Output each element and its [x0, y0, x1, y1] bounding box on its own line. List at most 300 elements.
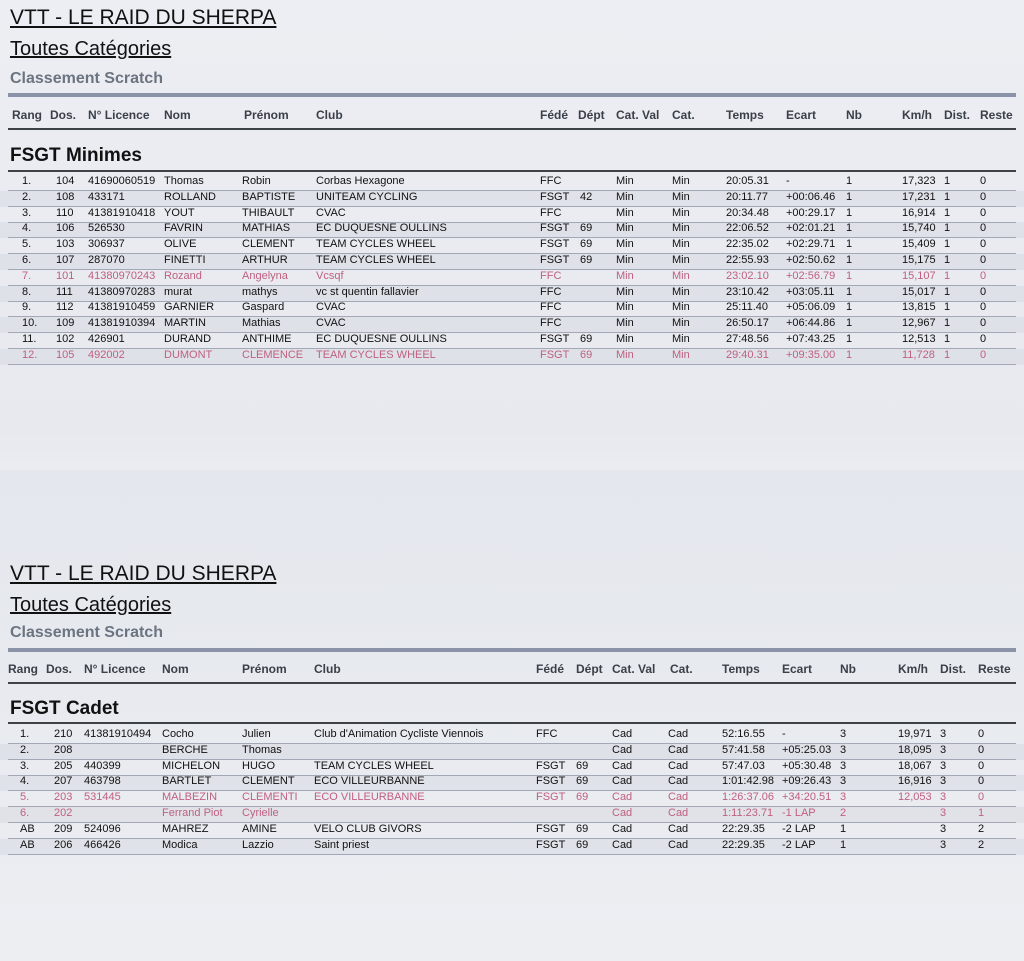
cell-rang: 4. — [22, 222, 32, 235]
cell-licence: 41380970243 — [88, 269, 156, 282]
cell-rang: 8. — [22, 285, 32, 298]
cell-club: Club d'Animation Cycliste Viennois — [314, 728, 484, 740]
cell-ecart: +09:26.43 — [782, 775, 832, 788]
cell-prenom: Cyrielle — [242, 807, 279, 819]
cell-reste: 0 — [980, 175, 987, 187]
cell-rang: 5. — [20, 791, 30, 804]
cell-prenom: Julien — [242, 728, 271, 740]
cell-dos: 202 — [54, 807, 73, 819]
cell-cat: Min — [672, 285, 690, 298]
table-row — [0, 744, 1024, 760]
cell-licence: 41380970283 — [88, 285, 156, 298]
cell-cat: Min — [672, 254, 690, 266]
cell-nom: BERCHE — [162, 743, 208, 756]
cell-nom: Thomas — [164, 175, 204, 187]
cell-dos: 206 — [54, 838, 73, 851]
cell-dist: 3 — [940, 775, 947, 788]
section-title: FSGT Minimes — [10, 145, 142, 166]
cell-nom: Modica — [162, 838, 198, 851]
cell-dos: 109 — [56, 317, 75, 330]
cell-cat: Min — [672, 348, 690, 361]
cell-ecart: +06:44.86 — [786, 317, 836, 330]
cell-prenom: CLEMENT — [242, 238, 295, 251]
cell-ecart: -2 LAP — [782, 838, 816, 851]
cell-nom: OLIVE — [164, 238, 197, 251]
cell-dist: 3 — [940, 838, 947, 851]
cell-dept: 69 — [576, 838, 589, 851]
header-rule — [8, 128, 1016, 130]
cell-nb: 3 — [840, 728, 847, 740]
cell-dept: 69 — [576, 822, 589, 835]
cell-nb: 2 — [840, 807, 847, 819]
cell-fede: FFC — [536, 728, 558, 740]
cell-fede: FSGT — [536, 791, 566, 804]
cell-dist: 1 — [944, 301, 951, 314]
cell-cat: Min — [672, 175, 690, 187]
cell-temps: 22:35.02 — [726, 238, 769, 251]
cell-nom: DURAND — [164, 333, 212, 345]
cell-cat: Min — [672, 333, 690, 345]
cell-club: ECO VILLEURBANNE — [314, 775, 425, 788]
table-row — [0, 286, 1024, 302]
category-title: Toutes Catégories — [10, 38, 172, 60]
cell-fede: FFC — [540, 206, 562, 219]
cell-dos: 103 — [56, 238, 75, 251]
cell-catval: Cad — [612, 759, 633, 772]
cell-temps: 22:29.35 — [722, 838, 765, 851]
table-row — [0, 270, 1024, 286]
cell-reste: 0 — [980, 333, 987, 345]
cell-dos: 102 — [56, 333, 75, 345]
cell-licence: 41381910418 — [88, 206, 156, 219]
column-header-row — [0, 662, 1024, 680]
cell-catval: Min — [616, 175, 634, 187]
cell-ecart: -1 LAP — [782, 807, 816, 819]
col-licence: N° Licence — [88, 108, 150, 122]
cell-fede: FSGT — [540, 254, 570, 266]
col-temps: Temps — [726, 108, 764, 122]
col-nb: Nb — [840, 662, 856, 676]
table-row — [0, 254, 1024, 270]
cell-cat: Min — [672, 317, 690, 330]
cell-catval: Min — [616, 238, 634, 251]
cell-licence: 433171 — [88, 190, 125, 203]
cell-reste: 0 — [978, 759, 985, 772]
cell-prenom: ARTHUR — [242, 254, 288, 266]
table-row — [0, 807, 1024, 823]
cell-dos: 112 — [56, 301, 74, 314]
cell-dist: 1 — [944, 285, 951, 298]
cell-catval: Min — [616, 206, 634, 219]
cell-reste: 0 — [980, 285, 987, 298]
table-row — [0, 238, 1024, 254]
cell-dist: 3 — [940, 822, 947, 835]
cell-nb: 1 — [846, 301, 853, 314]
cell-nb: 1 — [846, 206, 853, 219]
cell-reste: 0 — [978, 791, 985, 804]
cell-cat: Cad — [668, 728, 689, 740]
cell-rang: 3. — [20, 759, 30, 772]
cell-ecart: +05:25.03 — [782, 743, 832, 756]
cell-dos: 207 — [54, 775, 73, 788]
cell-licence: 531445 — [84, 791, 121, 804]
cell-club: UNITEAM CYCLING — [316, 190, 418, 203]
col-dos: Dos. — [46, 662, 73, 676]
col-temps: Temps — [722, 662, 760, 676]
cell-fede: FSGT — [540, 333, 570, 345]
table-row — [0, 760, 1024, 776]
cell-dist: 1 — [944, 175, 951, 187]
cell-club: Vcsqf — [316, 269, 344, 282]
cell-nb: 1 — [846, 238, 853, 251]
cell-kmh: 12,967 — [902, 317, 936, 330]
cell-catval: Cad — [612, 838, 633, 851]
cell-rang: 2. — [20, 743, 30, 756]
cell-dist: 1 — [944, 238, 951, 251]
cell-cat: Min — [672, 222, 690, 235]
cell-kmh: 15,017 — [902, 285, 936, 298]
cell-cat: Min — [672, 190, 690, 203]
cell-nb: 1 — [846, 317, 853, 330]
cell-catval: Cad — [612, 791, 633, 804]
cell-dist: 3 — [940, 759, 947, 772]
col-cat: Cat. — [672, 108, 695, 122]
col-rang: Rang — [8, 662, 38, 676]
cell-prenom: BAPTISTE — [242, 190, 296, 203]
cell-nb: 1 — [840, 838, 847, 851]
col-cat: Cat. — [670, 662, 693, 676]
col-ecart: Ecart — [782, 662, 813, 676]
cell-dept: 69 — [580, 348, 593, 361]
cell-kmh: 16,916 — [898, 775, 932, 788]
cell-reste: 0 — [978, 775, 985, 788]
cell-dist: 3 — [940, 728, 947, 740]
cell-dist: 3 — [940, 807, 947, 819]
col-nb: Nb — [846, 108, 862, 122]
table-row — [0, 823, 1024, 839]
cell-prenom: Thomas — [242, 743, 282, 756]
section-rule — [8, 722, 1016, 724]
cell-kmh: 16,914 — [902, 206, 936, 219]
cell-fede: FSGT — [536, 775, 566, 788]
cell-dept: 69 — [580, 238, 593, 251]
cell-fede: FSGT — [540, 348, 570, 361]
cell-prenom: Lazzio — [242, 838, 274, 851]
col-catval: Cat. Val — [616, 108, 660, 122]
cell-dist: 3 — [940, 743, 947, 756]
cell-ecart: +05:30.48 — [782, 759, 832, 772]
cell-kmh: 18,095 — [898, 743, 932, 756]
cell-catval: Cad — [612, 822, 633, 835]
table-row — [0, 207, 1024, 223]
cell-temps: 23:10.42 — [726, 285, 769, 298]
cell-ecart: +02:01.21 — [786, 222, 836, 235]
cell-reste: 0 — [978, 743, 985, 756]
cell-dist: 1 — [944, 333, 951, 345]
cell-prenom: Mathias — [242, 317, 281, 330]
col-kmh: Km/h — [902, 108, 932, 122]
cell-licence: 524096 — [84, 822, 121, 835]
cell-nom: ROLLAND — [164, 190, 216, 203]
cell-reste: 0 — [980, 254, 987, 266]
cell-dist: 1 — [944, 348, 951, 361]
cell-dept: 42 — [580, 190, 593, 203]
cell-nom: Ferrand Piot — [162, 807, 223, 819]
cell-catval: Min — [616, 285, 634, 298]
cell-rang: 1. — [20, 728, 30, 740]
cell-temps: 52:16.55 — [722, 728, 765, 740]
cell-dos: 104 — [56, 175, 75, 187]
cell-club: Corbas Hexagone — [316, 175, 405, 187]
cell-club: TEAM CYCLES WHEEL — [316, 348, 436, 361]
cell-ecart: - — [782, 728, 786, 740]
cell-nom: MARTIN — [164, 317, 206, 330]
col-nom: Nom — [162, 662, 189, 676]
cell-dos: 111 — [56, 285, 73, 298]
cell-licence: 287070 — [88, 254, 125, 266]
cell-temps: 23:02.10 — [726, 269, 769, 282]
cell-dept: 69 — [580, 222, 593, 235]
header-rule — [8, 682, 1016, 684]
cell-licence: 41690060519 — [88, 175, 156, 187]
cell-prenom: THIBAULT — [242, 206, 295, 219]
cell-cat: Cad — [668, 743, 689, 756]
col-dist: Dist. — [944, 108, 971, 122]
cell-prenom: HUGO — [242, 759, 275, 772]
cell-club: Saint priest — [314, 838, 370, 851]
cell-temps: 20:05.31 — [726, 175, 769, 187]
cell-licence: 466426 — [84, 838, 121, 851]
cell-cat: Min — [672, 269, 690, 282]
cell-rang: 10. — [22, 317, 38, 330]
cell-dist: 1 — [944, 269, 951, 282]
cell-dos: 107 — [56, 254, 75, 266]
header-bar — [8, 648, 1016, 652]
cell-dept: 69 — [576, 791, 589, 804]
ranking-title: Classement Scratch — [10, 624, 163, 641]
col-dept: Dépt — [578, 108, 605, 122]
category-title: Toutes Catégories — [10, 594, 172, 616]
row-divider — [8, 854, 1016, 855]
cell-nb: 1 — [846, 222, 853, 235]
table-row — [0, 839, 1024, 855]
cell-prenom: Robin — [242, 175, 271, 187]
cell-nom: FAVRIN — [164, 222, 203, 235]
table-row — [0, 728, 1024, 744]
cell-nom: MAHREZ — [162, 822, 209, 835]
cell-cat: Cad — [668, 822, 689, 835]
cell-prenom: MATHIAS — [242, 222, 291, 235]
cell-licence: 492002 — [88, 348, 125, 361]
cell-fede: FSGT — [536, 838, 566, 851]
cell-temps: 20:34.48 — [726, 206, 769, 219]
cell-club: CVAC — [316, 301, 346, 314]
row-divider — [8, 364, 1016, 365]
cell-temps: 26:50.17 — [726, 317, 769, 330]
cell-fede: FSGT — [540, 190, 570, 203]
cell-nb: 1 — [846, 285, 853, 298]
cell-temps: 22:55.93 — [726, 254, 769, 266]
event-title: VTT - LE RAID DU SHERPA — [10, 562, 277, 585]
cell-kmh: 15,409 — [902, 238, 936, 251]
cell-nom: GARNIER — [164, 301, 215, 314]
cell-ecart: +09:35.00 — [786, 348, 836, 361]
cell-club: VELO CLUB GIVORS — [314, 822, 422, 835]
cell-cat: Cad — [668, 791, 689, 804]
cell-rang: 11. — [22, 333, 37, 345]
cell-nb: 1 — [846, 190, 853, 203]
cell-nom: MALBEZIN — [162, 791, 218, 804]
cell-temps: 22:06.52 — [726, 222, 769, 235]
cell-prenom: CLEMENT — [242, 775, 295, 788]
table-row — [0, 191, 1024, 207]
cell-kmh: 17,231 — [902, 190, 936, 203]
col-prenom: Prénom — [242, 662, 287, 676]
cell-club: ECO VILLEURBANNE — [314, 791, 425, 804]
cell-kmh: 19,971 — [898, 728, 932, 740]
table-row — [0, 301, 1024, 317]
cell-nom: YOUT — [164, 206, 195, 219]
cell-temps: 57:41.58 — [722, 743, 765, 756]
col-fede: Fédé — [540, 108, 569, 122]
cell-temps: 20:11.77 — [726, 190, 769, 203]
cell-cat: Min — [672, 206, 690, 219]
cell-nb: 1 — [846, 269, 853, 282]
cell-dist: 1 — [944, 254, 951, 266]
table-row — [0, 222, 1024, 238]
cell-dept: 69 — [580, 333, 593, 345]
cell-kmh: 15,740 — [902, 222, 936, 235]
cell-prenom: CLEMENTI — [242, 791, 298, 804]
header-bar — [8, 93, 1016, 97]
cell-cat: Min — [672, 238, 690, 251]
cell-club: TEAM CYCLES WHEEL — [314, 759, 434, 772]
cell-dept: 69 — [576, 759, 589, 772]
cell-catval: Min — [616, 190, 634, 203]
table-row — [0, 791, 1024, 807]
cell-kmh: 17,323 — [902, 175, 936, 187]
col-kmh: Km/h — [898, 662, 928, 676]
cell-prenom: ANTHIME — [242, 333, 292, 345]
cell-rang: 1. — [22, 175, 32, 187]
cell-fede: FFC — [540, 317, 562, 330]
col-dist: Dist. — [940, 662, 967, 676]
cell-licence: 463798 — [84, 775, 121, 788]
cell-catval: Cad — [612, 807, 633, 819]
cell-licence: 41381910494 — [84, 728, 152, 740]
cell-kmh: 15,107 — [902, 269, 936, 282]
cell-nom: Cocho — [162, 728, 194, 740]
col-nom: Nom — [164, 108, 191, 122]
col-dept: Dépt — [576, 662, 603, 676]
cell-fede: FFC — [540, 301, 562, 314]
cell-catval: Cad — [612, 775, 633, 788]
cell-kmh: 18,067 — [898, 759, 932, 772]
cell-catval: Min — [616, 222, 634, 235]
cell-dept: 69 — [576, 775, 589, 788]
cell-catval: Min — [616, 317, 634, 330]
cell-reste: 0 — [980, 301, 987, 314]
cell-kmh: 15,175 — [902, 254, 936, 266]
cell-nb: 1 — [846, 333, 853, 345]
cell-dos: 101 — [56, 269, 75, 282]
cell-rang: 9. — [22, 301, 32, 314]
cell-reste: 0 — [980, 317, 987, 330]
cell-catval: Min — [616, 301, 634, 314]
table-row — [0, 333, 1024, 349]
cell-licence: 41381910394 — [88, 317, 156, 330]
cell-nom: MICHELON — [162, 759, 221, 772]
cell-nb: 3 — [840, 775, 847, 788]
cell-ecart: +00:06.46 — [786, 190, 836, 203]
cell-dos: 208 — [54, 743, 73, 756]
cell-reste: 0 — [980, 206, 987, 219]
cell-dist: 1 — [944, 222, 951, 235]
col-reste: Reste — [980, 108, 1013, 122]
table-row — [0, 317, 1024, 333]
cell-kmh: 13,815 — [902, 301, 936, 314]
cell-kmh: 12,053 — [898, 791, 932, 804]
cell-prenom: mathys — [242, 285, 278, 298]
cell-ecart: +00:29.17 — [786, 206, 836, 219]
event-title: VTT - LE RAID DU SHERPA — [10, 6, 277, 29]
cell-reste: 0 — [980, 190, 987, 203]
cell-ecart: +05:06.09 — [786, 301, 836, 314]
cell-club: EC DUQUESNE OULLINS — [316, 333, 447, 345]
cell-ecart: +02:29.71 — [786, 238, 836, 251]
cell-temps: 27:48.56 — [726, 333, 769, 345]
cell-reste: 0 — [980, 222, 987, 235]
cell-fede: FFC — [540, 285, 562, 298]
cell-catval: Min — [616, 333, 634, 345]
cell-rang: 6. — [22, 254, 32, 266]
cell-rang: 5. — [22, 238, 32, 251]
cell-fede: FSGT — [540, 222, 570, 235]
cell-dist: 1 — [944, 190, 951, 203]
cell-cat: Cad — [668, 759, 689, 772]
cell-cat: Cad — [668, 775, 689, 788]
cell-ecart: - — [786, 175, 790, 187]
cell-prenom: AMINE — [242, 822, 277, 835]
cell-rang: 7. — [22, 269, 32, 282]
cell-temps: 1:26:37.06 — [722, 791, 774, 804]
cell-dos: 110 — [56, 206, 74, 219]
table-row — [0, 775, 1024, 791]
cell-temps: 29:40.31 — [726, 348, 769, 361]
cell-fede: FSGT — [540, 238, 570, 251]
cell-reste: 1 — [978, 807, 985, 819]
cell-nom: BARTLET — [162, 775, 212, 788]
cell-reste: 2 — [978, 838, 985, 851]
results-sheet-minimes — [0, 0, 1024, 470]
cell-prenom: CLEMENCE — [242, 348, 304, 361]
cell-licence: 426901 — [88, 333, 125, 345]
cell-temps: 22:29.35 — [722, 822, 765, 835]
column-header-row — [0, 108, 1024, 126]
col-rang: Rang — [12, 108, 42, 122]
cell-cat: Min — [672, 301, 690, 314]
cell-nom: murat — [164, 285, 193, 298]
cell-fede: FFC — [540, 269, 562, 282]
section-rule — [8, 170, 1016, 172]
cell-nb: 3 — [840, 743, 847, 756]
cell-dist: 3 — [940, 791, 947, 804]
cell-club: TEAM CYCLES WHEEL — [316, 254, 436, 266]
cell-club: vc st quentin fallavier — [316, 285, 419, 298]
cell-club: CVAC — [316, 206, 346, 219]
cell-temps: 1:11:23.71 — [722, 807, 774, 819]
cell-licence: 440399 — [84, 759, 121, 772]
